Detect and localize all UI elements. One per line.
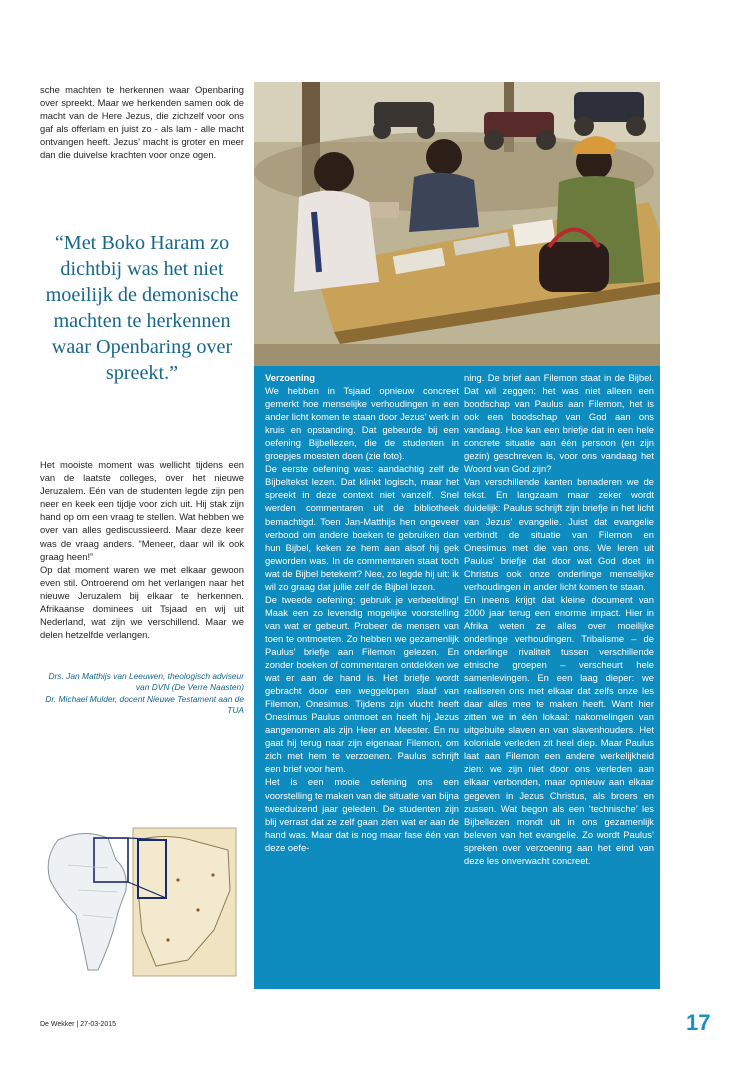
panel-paragraph: En ineens krijgt dat kleine document van 2000 jaar terug een enorme impact. Hier in Afrika weten ze alles over moeilijke onderlinge verhoudingen. Tribalisme – de onderlinge rivaliteit tussen verschillende etnische groepen – verscheurt hele samenlevingen. En een laag dieper: we realiseren ons met elkaar dat zelfs onze les daar alles mee te maken heeft. Want hier zitten we in één lokaal: nakomelingen van uitgebuite slaven en van slavenhouders. Het koloniale verleden zit heel diep. Maar Paulus laat aan Filemon een andere werkelijkheid zien: we zijn niet door ons verleden aan elkaar verbonden, maar opnieuw aan elkaar gegeven in Jezus Christus, als broers en zussen. Wat begon als een ‘technische’ les Bijbellezen mondt uit in ons gezamenlijk beleven van het evangelie. Zo wordt Paulus’ spreken over verzoening aan het eind van deze les onverwacht concreet. xyxy=(464,593,654,866)
photo-illustration xyxy=(254,82,660,369)
map-illustration xyxy=(38,820,238,978)
verzoening-panel xyxy=(254,366,660,989)
footer-publication: De Wekker | 27-03-2015 xyxy=(40,1021,117,1028)
pull-quote: “Met Boko Haram zo dichtbij was het niet moeilijk de demonische machten te herkennen waar Openbaring over spreekt.” xyxy=(45,232,239,384)
story-column xyxy=(40,458,244,641)
intro-paragraph: sche machten te herkennen waar Openbaring over spreekt. Maar we herkenden samen ook de macht van de Here Jezus, die zichzelf voor ons gaf als offerlam en juist zo - als lam - alle macht ontvangen heeft. Jezus’ macht is groter en meer dan die duivelse krachten voor onze ogen. xyxy=(40,84,244,161)
panel-column-2 xyxy=(464,371,654,867)
author-credit-1: Drs. Jan Matthijs van Leeuwen, theologisch adviseur van DVN (De Verre Naasten) xyxy=(48,671,244,693)
panel-heading: Verzoening xyxy=(265,372,316,383)
panel-paragraph: De eerste oefening was: aandachtig zelf de Bijbeltekst lezen. Dat klinkt logisch, maar het spreekt in deze context niet vanzelf. Snel werden commentaren uit de bibliotheek bemachtigd. Toen Jan-Matthijs hen ongeveer verbood om andere boeken te gebruiken dan hun Bijbel, keken ze hem aan alsof hij gek geworden was. In de commentaren staat toch wat de Bijbel betekent? Nee, zo legde hij uit: ik wil zo graag dat jullie zelf de Bijbel lezen. xyxy=(265,463,459,592)
chad-map xyxy=(38,820,238,978)
author-credits xyxy=(40,671,244,717)
panel-paragraph: Van verschillende kanten benaderen we de tekst. En langzaam maar zeker wordt duidelijk: Paulus schrijft zijn briefje in het licht van Jezus’ evangelie. Juist dat evangelie verbindt de situatie van Filemon en Onesimus met die van ons. We leren uit Paulus’ briefje dat door wat God doet in Christus ook onze onderlinge menselijke verhoudingen in ander licht komen te staan. xyxy=(464,476,654,592)
author-credit-2: Dr. Michael Mulder, docent Nieuwe Testament aan de TUA xyxy=(45,693,244,716)
panel-column-1 xyxy=(265,371,459,854)
intro-column xyxy=(40,83,244,162)
students-photo xyxy=(254,82,660,369)
story-paragraph-2: Op dat moment waren we met elkaar gewoon even stil. Ontroerend om het verlangen naar het nieuwe Jeruzalem bij elkaar te herkennen. Afrikaanse dominees uit Tsjaad en wij uit Nederland, wat zijn we verschillend. Maar we delen hetzelfde verlangen. xyxy=(40,563,244,641)
panel-paragraph: De tweede oefening: gebruik je verbeelding! Maak een zo levendig mogelijke voorstelling van wat er gebeurt. Probeer de mensen van toen te ontmoeten. Zo hebben we gezamenlijk Paulus’ briefje aan Filemon gelezen. En zonder boeken of commentaren ontdekken we wat er aan de hand is. Het briefje wordt gebracht door een weggelopen slaaf van Filemon, Onesimus. Tijdens zijn vlucht heeft Onesimus Paulus ontmoet en heeft hij Jezus aangenomen als zijn Heer en Meester. En nu gaat hij terug naar zijn eigenaar Filemon, om zich met hem te verzoenen. Paulus schrijft een brief voor hem. xyxy=(265,593,459,775)
panel-paragraph: We hebben in Tsjaad opnieuw concreet gemerkt hoe menselijke verhoudingen in een ander licht komen te staan door Jezus’ werk in kruis en opstanding. Dat gebeurde bij een oefening Bijbellezen, die de studenten in groepjes moesten doen (zie foto). xyxy=(265,385,459,462)
story-paragraph-1: Het mooiste moment was wellicht tijdens een van de laatste colleges, over het nieuwe Jeruzalem. Eén van de studenten legde zijn pen neer en keek een tijdje voor zich uit. Hij stak zijn hand op om een vraag te stellen. Wat hebben we over van alles gediscussieerd. Maar deze keer was de vraag anders. “Meneer, daar wil ik ook graag heen!” xyxy=(40,459,244,562)
page-number: 17 xyxy=(686,1010,711,1035)
panel-paragraph: ning. De brief aan Filemon staat in de Bijbel. Dat wil zeggen: het was niet alleen een boodschap van Paulus aan Filemon, het is ook een boodschap van God aan ons vandaag. Hoe kan een briefje dat in een hele concrete situatie aan één persoon (en zijn gezin) geschreven is, voor ons vandaag het Woord van God zijn? xyxy=(464,372,654,475)
panel-paragraph: Het is een mooie oefening ons een voorstelling te maken van die situatie van bijna tweeduizend jaar geleden. De studenten zijn blij verrast dat ze zelf gaan zien wat er aan de hand was. Maar dat is nog maar fase één van deze oefe- xyxy=(265,776,459,853)
